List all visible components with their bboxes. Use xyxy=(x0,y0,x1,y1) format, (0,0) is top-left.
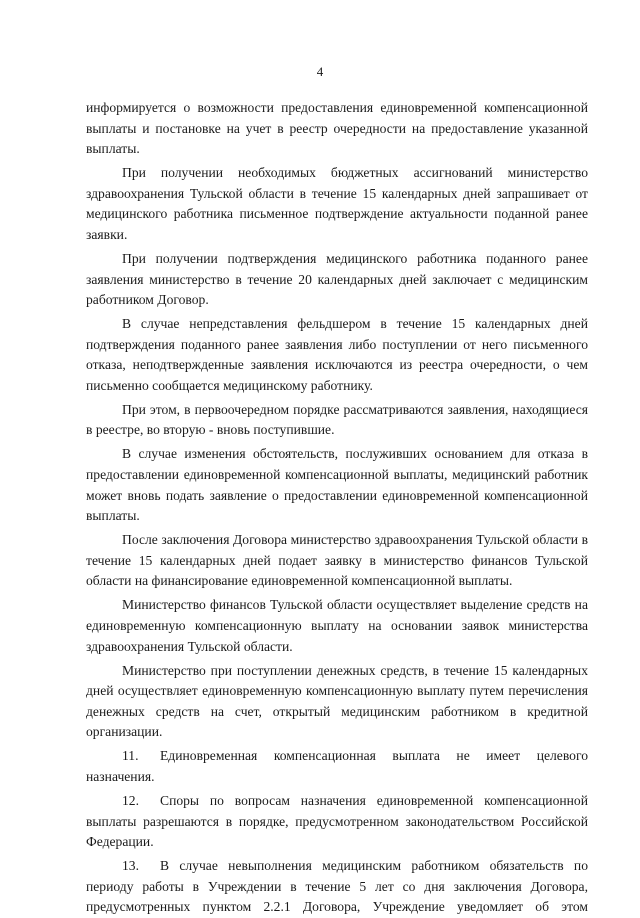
paragraph-contract-conclusion: При получении подтверждения медицинского работника поданного ранее заявления министерство в течение 20 календарных дней заключает с медицинским работником Договор. xyxy=(86,250,588,308)
paragraph-budget-request: При получении необходимых бюджетных ассигнований министерство здравоохранения Тульской области в течение 15 календарных дней запрашивает от медицинского работника письменное подтверждение актуальности поданной ранее заявки. xyxy=(86,165,588,242)
item-text: В случае невыполнения медицинским работником обязательств по периоду работы в Учреждении в течение 5 лет со дня заключения Договора, предусмотренных пунктом 2.2.1 Договора, Учреждение уведомляет об этом xyxy=(86,858,588,915)
item-text: Споры по вопросам назначения единовременной компенсационной выплаты разрешаются в порядке, предусмотренном законодательством Российской Федерации. xyxy=(86,792,588,850)
item-text: Единовременная компенсационная выплата не имеет целевого назначения. xyxy=(86,748,588,784)
paragraph-non-confirmation: В случае непредставления фельдшером в течение 15 календарных дней подтверждения поданного ранее заявления либо поступлении от него письменного отказа, неподтвержденные заявления исключаются из реестра очередности, о чем письменно сообщается медицинскому работнику. xyxy=(86,316,588,393)
document-body xyxy=(86,98,588,918)
numbered-item-11 xyxy=(86,746,588,787)
paragraph-funds-allocation: Министерство финансов Тульской области осуществляет выделение средств на единовременную компенсационную выплату на основании заявок министерства здравоохранения Тульской области. xyxy=(86,597,588,654)
item-number: 12. xyxy=(122,792,139,808)
item-number: 11. xyxy=(122,748,139,764)
page-number: 4 xyxy=(316,64,324,79)
numbered-item-12 xyxy=(86,791,588,853)
numbered-item-13 xyxy=(86,856,588,918)
item-number: 13. xyxy=(122,858,139,874)
paragraph-finance-request: После заключения Договора министерство здравоохранения Тульской области в течение 15 календарных дней подает заявку в министерство финансов Тульской области на финансирование единовременной компенсационной выплаты. xyxy=(86,532,588,589)
paragraph-priority-order: При этом, в первоочередном порядке рассматриваются заявления, находящиеся в реестре, во вторую - вновь поступившие. xyxy=(86,401,588,438)
paragraph-circumstances-change: В случае изменения обстоятельств, послуживших основанием для отказа в предоставлении единовременной компенсационной выплаты, медицинский работник может вновь подать заявление о предоставлении единовременной компенсационной выплаты. xyxy=(86,446,588,524)
paragraph-payment-transfer: Министерство при поступлении денежных средств, в течение 15 календарных дней осуществляет единовременную компенсационную выплату путем перечисления денежных средств на счет, открытый медицинским работником в кредитной организации. xyxy=(86,662,588,740)
paragraph-continuation: информируется о возможности предоставления единовременной компенсационной выплаты и постановке на учет в реестр очередности на предоставление указанной выплаты. xyxy=(86,100,588,157)
